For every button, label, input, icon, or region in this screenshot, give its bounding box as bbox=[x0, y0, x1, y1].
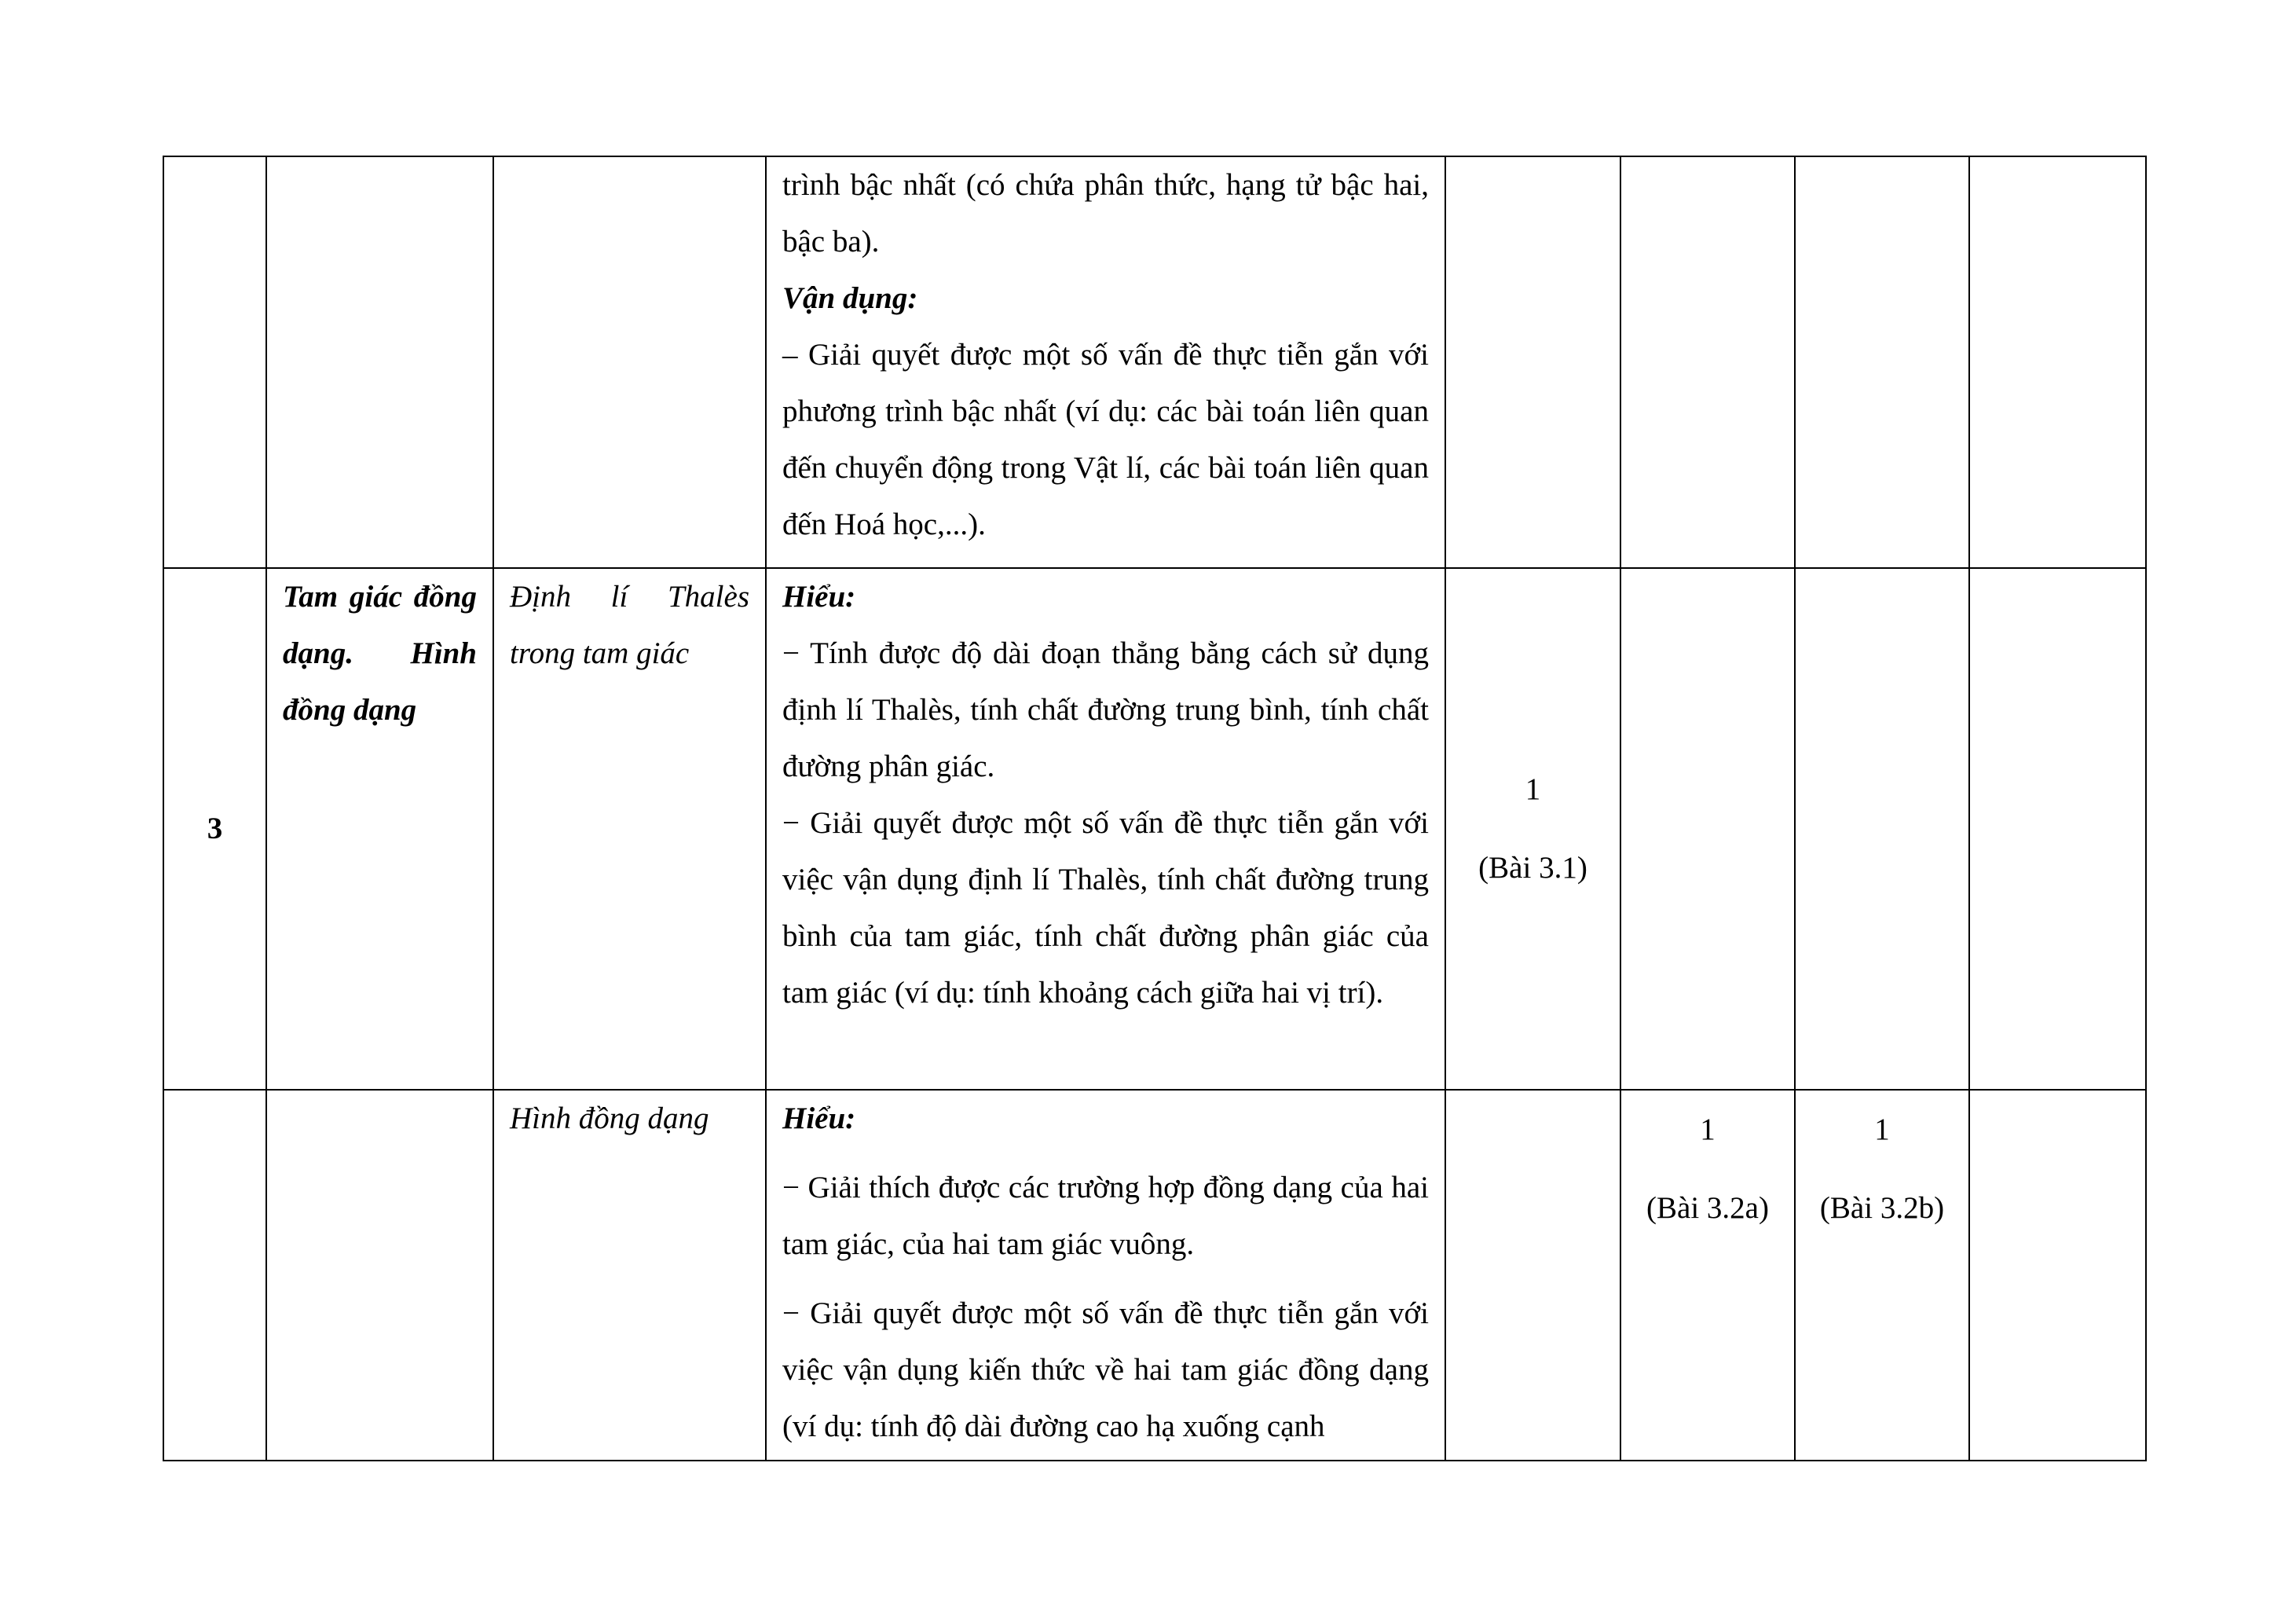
count-cell bbox=[1620, 1090, 1795, 1461]
count-cell bbox=[1969, 1090, 2146, 1461]
count-cell bbox=[1969, 568, 2146, 1090]
content-cell bbox=[766, 568, 1445, 1090]
level-label: Hiểu: bbox=[782, 1102, 856, 1135]
count-cell bbox=[1620, 568, 1795, 1090]
table-row bbox=[163, 568, 2146, 1090]
count-cell bbox=[1620, 156, 1795, 568]
question-count: 1 bbox=[1874, 1113, 1890, 1146]
spec-matrix-table bbox=[163, 156, 2147, 1461]
table-row bbox=[163, 1090, 2146, 1461]
level-label: Hiểu: bbox=[782, 580, 856, 614]
count-cell bbox=[1795, 568, 1969, 1090]
content-text: − Tính được độ dài đoạn thẳng bằng cách sử dụng định lí Thalès, tính chất đường trung bình, tính chất đường phân giác. bbox=[782, 636, 1429, 783]
count-cell bbox=[1969, 156, 2146, 568]
content-text: − Giải quyết được một số vấn đề thực tiễn gắn với việc vận dụng định lí Thalès, tính chất đường trung bình của tam giác, tính chất đường phân giác của tam giác (ví dụ: tính khoảng cách giữa hai vị trí). bbox=[782, 806, 1429, 1010]
content-text: − Giải quyết được một số vấn đề thực tiễn gắn với việc vận dụng kiến thức về hai tam giác đồng dạng (ví dụ: tính độ dài đường cao hạ xuống cạnh bbox=[782, 1296, 1429, 1443]
unit-cell: Định lí Thalès trong tam giác bbox=[493, 568, 766, 1090]
unit-cell: Hình đồng dạng bbox=[493, 1090, 766, 1461]
question-count: 1 bbox=[1700, 1113, 1716, 1146]
question-count: 1 bbox=[1525, 772, 1541, 806]
number-cell: 3 bbox=[163, 568, 266, 1090]
number-cell bbox=[163, 156, 266, 568]
question-ref: (Bài 3.2a) bbox=[1646, 1191, 1769, 1225]
count-cell bbox=[1445, 1090, 1620, 1461]
level-label: Vận dụng: bbox=[782, 281, 918, 315]
question-ref: (Bài 3.2b) bbox=[1819, 1191, 1945, 1225]
table-row bbox=[163, 156, 2146, 568]
content-text: trình bậc nhất (có chứa phân thức, hạng tử bậc hai, bậc ba). bbox=[782, 168, 1429, 258]
count-cell bbox=[1795, 156, 1969, 568]
topic-cell bbox=[266, 156, 493, 568]
count-cell bbox=[1445, 568, 1620, 1090]
content-text: – Giải quyết được một số vấn đề thực tiễn gắn với phương trình bậc nhất (ví dụ: các bài toán liên quan đến chuyển động trong Vật lí, các bài toán liên quan đến Hoá học,...). bbox=[782, 338, 1429, 541]
content-cell bbox=[766, 1090, 1445, 1461]
number-cell bbox=[163, 1090, 266, 1461]
count-cell bbox=[1445, 156, 1620, 568]
count-cell bbox=[1795, 1090, 1969, 1461]
topic-cell bbox=[266, 1090, 493, 1461]
content-cell bbox=[766, 156, 1445, 568]
content-text: − Giải thích được các trường hợp đồng dạng của hai tam giác, của hai tam giác vuông. bbox=[782, 1171, 1429, 1261]
topic-cell: Tam giác đồng dạng. Hình đồng dạng bbox=[266, 568, 493, 1090]
question-ref: (Bài 3.1) bbox=[1478, 851, 1587, 885]
unit-cell bbox=[493, 156, 766, 568]
